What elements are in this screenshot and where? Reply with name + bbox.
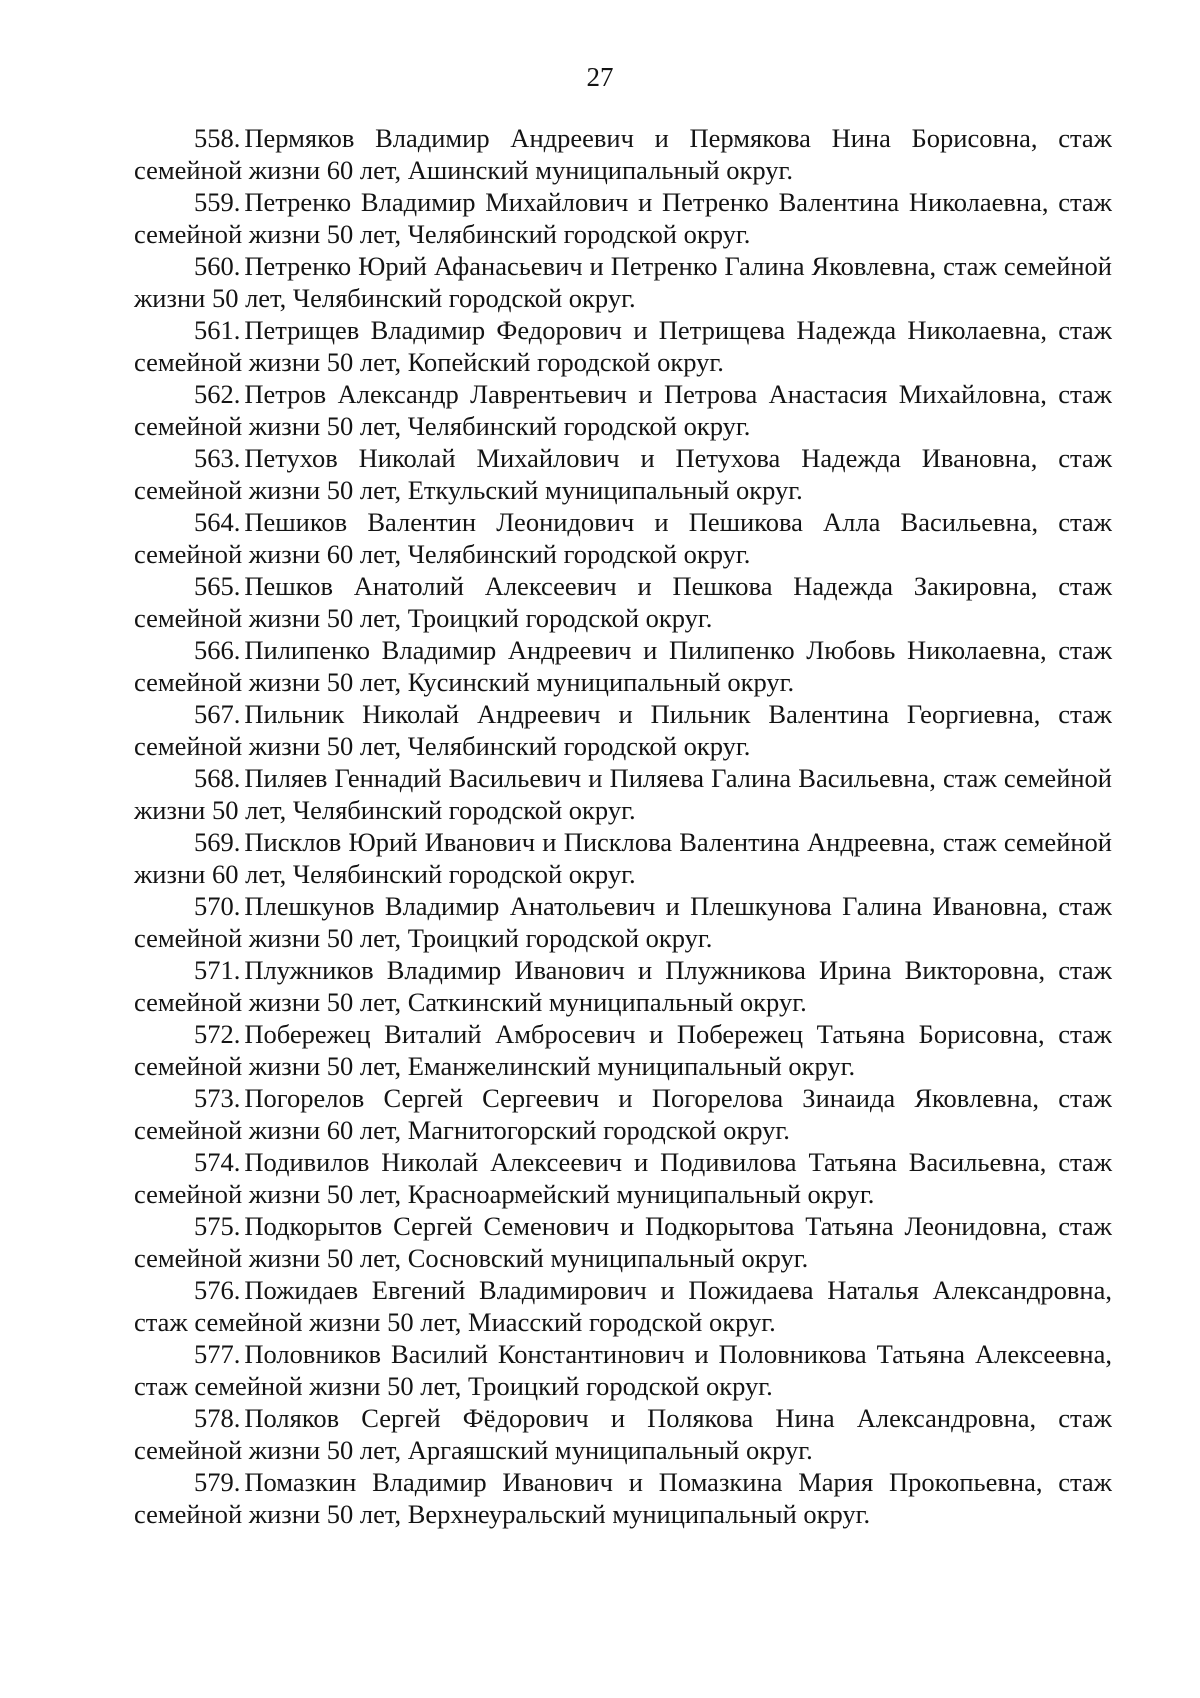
- entry-number: 578.: [194, 1403, 241, 1433]
- list-item: [134, 570, 1112, 634]
- list-item: [134, 442, 1112, 506]
- entry-text: Пермяков Владимир Андреевич и Пермякова Нина Борисовна, стаж семейной жизни 60 лет, Ашинский муниципальный округ.: [134, 123, 1112, 185]
- list-item: [134, 634, 1112, 698]
- entry-text: Петухов Николай Михайлович и Петухова Надежда Ивановна, стаж семейной жизни 50 лет, Еткульский муниципальный округ.: [134, 443, 1112, 505]
- list-item: [134, 1146, 1112, 1210]
- list-item: [134, 314, 1112, 378]
- list-item: [134, 826, 1112, 890]
- entry-number: 573.: [194, 1083, 241, 1113]
- entry-number: 575.: [194, 1211, 241, 1241]
- entry-number: 571.: [194, 955, 241, 985]
- list-item: [134, 506, 1112, 570]
- list-item: [134, 186, 1112, 250]
- entry-number: 577.: [194, 1339, 241, 1369]
- entry-number: 558.: [194, 123, 241, 153]
- entry-text: Плешкунов Владимир Анатольевич и Плешкунова Галина Ивановна, стаж семейной жизни 50 лет, Троицкий городской округ.: [134, 891, 1112, 953]
- list-item: [134, 1210, 1112, 1274]
- list-item: [134, 890, 1112, 954]
- entry-number: 576.: [194, 1275, 241, 1305]
- entry-text: Подкорытов Сергей Семенович и Подкорытова Татьяна Леонидовна, стаж семейной жизни 50 лет, Сосновский муниципальный округ.: [134, 1211, 1112, 1273]
- entry-number: 579.: [194, 1467, 241, 1497]
- page-number: 27: [586, 62, 614, 92]
- entry-text: Пилипенко Владимир Андреевич и Пилипенко Любовь Николаевна, стаж семейной жизни 50 лет, Кусинский муниципальный округ.: [134, 635, 1112, 697]
- entry-text: Половников Василий Константинович и Половникова Татьяна Алексеевна, стаж семейной жизни 50 лет, Троицкий городской округ.: [134, 1339, 1112, 1401]
- list-item: [134, 250, 1112, 314]
- entry-number: 568.: [194, 763, 241, 793]
- entry-number: 559.: [194, 187, 241, 217]
- entry-number: 572.: [194, 1019, 241, 1049]
- entry-text: Подивилов Николай Алексеевич и Подивилова Татьяна Васильевна, стаж семейной жизни 50 лет, Красноармейский муниципальный округ.: [134, 1147, 1112, 1209]
- entry-text: Петренко Владимир Михайлович и Петренко Валентина Николаевна, стаж семейной жизни 50 лет, Челябинский городской округ.: [134, 187, 1112, 249]
- entry-text: Писклов Юрий Иванович и Писклова Валентина Андреевна, стаж семейной жизни 60 лет, Челябинский городской округ.: [134, 827, 1112, 889]
- entry-text: Пильник Николай Андреевич и Пильник Валентина Георгиевна, стаж семейной жизни 50 лет, Челябинский городской округ.: [134, 699, 1112, 761]
- list-item: [134, 1274, 1112, 1338]
- entry-text: Пиляев Геннадий Васильевич и Пиляева Галина Васильевна, стаж семейной жизни 50 лет, Челябинский городской округ.: [134, 763, 1112, 825]
- list-item: [134, 698, 1112, 762]
- list-item: [134, 1082, 1112, 1146]
- list-item: [134, 122, 1112, 186]
- entry-text: Помазкин Владимир Иванович и Помазкина Мария Прокопьевна, стаж семейной жизни 50 лет, Верхнеуральский муниципальный округ.: [134, 1467, 1112, 1529]
- entry-text: Пешков Анатолий Алексеевич и Пешкова Надежда Закировна, стаж семейной жизни 50 лет, Троицкий городской округ.: [134, 571, 1112, 633]
- entry-text: Пожидаев Евгений Владимирович и Пожидаева Наталья Александровна, стаж семейной жизни 50 лет, Миасский городской округ.: [134, 1275, 1112, 1337]
- list-item: [134, 1402, 1112, 1466]
- entry-text: Петренко Юрий Афанасьевич и Петренко Галина Яковлевна, стаж семейной жизни 50 лет, Челябинский городской округ.: [134, 251, 1112, 313]
- entry-text: Пешиков Валентин Леонидович и Пешикова Алла Васильевна, стаж семейной жизни 60 лет, Челябинский городской округ.: [134, 507, 1112, 569]
- entry-number: 567.: [194, 699, 241, 729]
- entry-text: Погорелов Сергей Сергеевич и Погорелова Зинаида Яковлевна, стаж семейной жизни 60 лет, Магнитогорский городской округ.: [134, 1083, 1112, 1145]
- entry-text: Петрищев Владимир Федорович и Петрищева Надежда Николаевна, стаж семейной жизни 50 лет, Копейский городской округ.: [134, 315, 1112, 377]
- entry-text: Петров Александр Лаврентьевич и Петрова Анастасия Михайловна, стаж семейной жизни 50 лет, Челябинский городской округ.: [134, 379, 1112, 441]
- entry-text: Поляков Сергей Фёдорович и Полякова Нина Александровна, стаж семейной жизни 50 лет, Аргаяшский муниципальный округ.: [134, 1403, 1112, 1465]
- entry-number: 564.: [194, 507, 241, 537]
- entry-number: 562.: [194, 379, 241, 409]
- list-item: [134, 1338, 1112, 1402]
- list-item: [134, 762, 1112, 826]
- list-item: [134, 1466, 1112, 1530]
- list-item: [134, 954, 1112, 1018]
- entry-number: 574.: [194, 1147, 241, 1177]
- entry-number: 566.: [194, 635, 241, 665]
- entry-number: 565.: [194, 571, 241, 601]
- entry-number: 563.: [194, 443, 241, 473]
- entry-number: 570.: [194, 891, 241, 921]
- entry-number: 569.: [194, 827, 241, 857]
- entry-text: Побережец Виталий Амбросевич и Побережец Татьяна Борисовна, стаж семейной жизни 50 лет, Еманжелинский муниципальный округ.: [134, 1019, 1112, 1081]
- entry-text: Плужников Владимир Иванович и Плужникова Ирина Викторовна, стаж семейной жизни 50 лет, Саткинский муниципальный округ.: [134, 955, 1112, 1017]
- entry-list: [134, 122, 1112, 1530]
- entry-number: 561.: [194, 315, 241, 345]
- entry-number: 560.: [194, 251, 241, 281]
- list-item: [134, 1018, 1112, 1082]
- list-item: [134, 378, 1112, 442]
